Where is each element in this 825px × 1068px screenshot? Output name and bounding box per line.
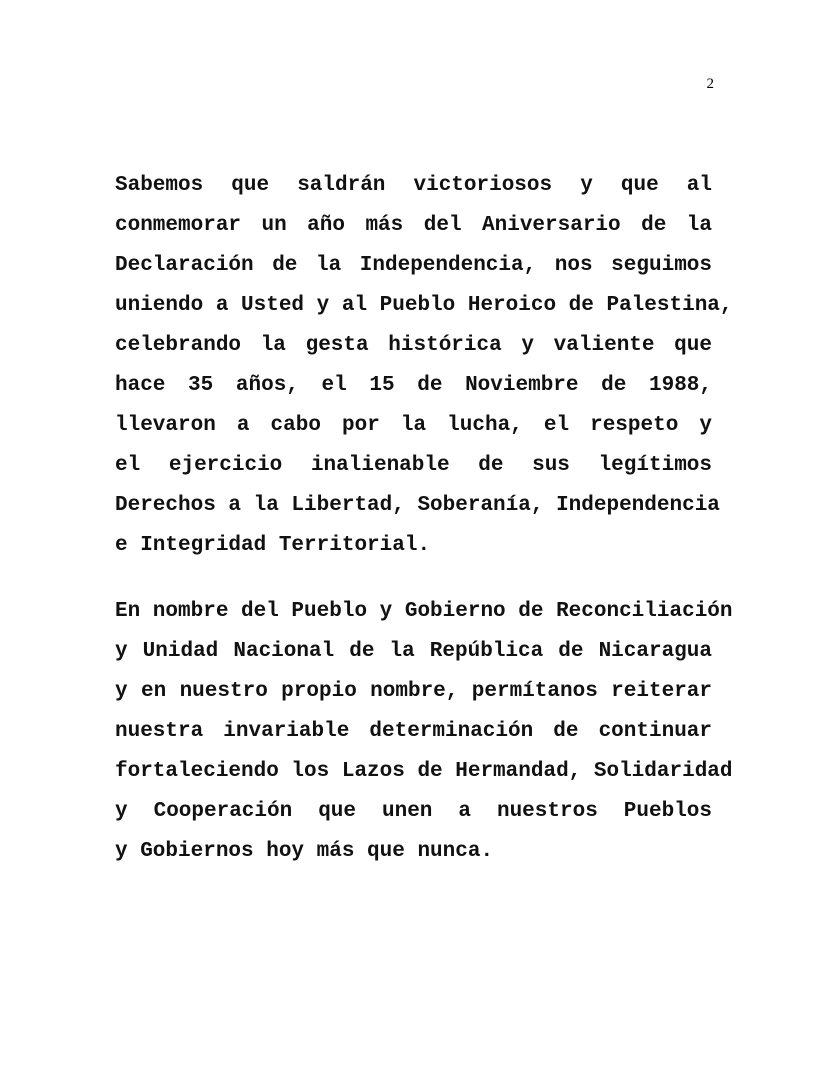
paragraph-2-line: nuestra invariable determinación de continuar: [115, 720, 712, 743]
paragraph-1-line: Sabemos que saldrán victoriosos y que al: [115, 174, 712, 197]
paragraph-2-line: y Gobiernos hoy más que nunca.: [115, 840, 494, 863]
paragraph-2-line: y Cooperación que unen a nuestros Pueblos: [115, 800, 712, 823]
paragraph-2-line: En nombre del Pueblo y Gobierno de Reconciliación: [115, 600, 733, 623]
paragraph-2-line: y en nuestro propio nombre, permítanos reiterar: [115, 680, 712, 703]
paragraph-2-line: fortaleciendo los Lazos de Hermandad, Solidaridad: [115, 760, 733, 783]
paragraph-1: [115, 166, 733, 566]
paragraph-1-line: Derechos a la Libertad, Soberanía, Independencia: [115, 494, 720, 517]
paragraph-1-line: e Integridad Territorial.: [115, 534, 431, 557]
paragraph-2: [115, 592, 733, 872]
paragraph-1-line: conmemorar un año más del Aniversario de la: [115, 214, 712, 237]
paragraph-1-line: el ejercicio inalienable de sus legítimos: [115, 454, 712, 477]
paragraph-1-line: hace 35 años, el 15 de Noviembre de 1988,: [115, 374, 712, 397]
paragraph-1-line: uniendo a Usted y al Pueblo Heroico de Palestina,: [115, 294, 733, 317]
paragraph-1-line: Declaración de la Independencia, nos seguimos: [115, 254, 712, 277]
paragraph-1-line: llevaron a cabo por la lucha, el respeto y: [115, 414, 712, 437]
page-number: 2: [706, 76, 714, 92]
paragraph-2-line: y Unidad Nacional de la República de Nicaragua: [115, 640, 712, 663]
paragraph-1-line: celebrando la gesta histórica y valiente que: [115, 334, 712, 357]
